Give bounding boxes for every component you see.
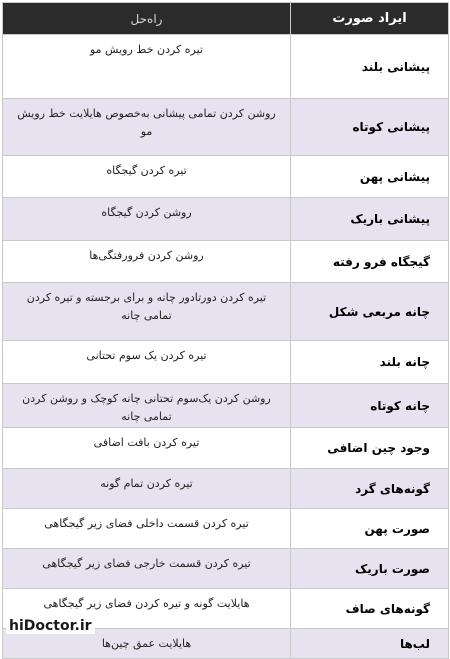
row-feature: پیشانی پهن xyxy=(291,156,449,198)
row-feature: وجود چین اضافی xyxy=(291,428,449,469)
face-correction-table xyxy=(2,2,449,659)
table-row xyxy=(3,509,449,549)
row-feature: پیشانی باریک xyxy=(291,198,449,241)
header-solution: راه‌حل xyxy=(3,3,291,35)
row-solution: تیره کردن یک سوم تحتانی xyxy=(3,341,291,384)
site-watermark: hiDoctor.ir xyxy=(6,618,95,634)
row-feature: گونه‌های صاف xyxy=(291,589,449,629)
row-solution: تیره کردن قسمت خارجی فضای زیر گیجگاهی xyxy=(3,549,291,589)
row-feature: چانه کوتاه xyxy=(291,384,449,428)
table-row xyxy=(3,156,449,198)
row-feature: صورت باریک xyxy=(291,549,449,589)
row-feature: پیشانی بلند xyxy=(291,35,449,99)
table-row xyxy=(3,428,449,469)
row-solution: تیره کردن گیجگاه xyxy=(3,156,291,198)
table-row xyxy=(3,469,449,509)
table-row xyxy=(3,241,449,283)
row-solution: هایلایت گونه و تیره کردن فضای زیر گیجگاهی xyxy=(3,589,291,629)
table-row xyxy=(3,99,449,156)
row-feature: صورت پهن xyxy=(291,509,449,549)
table-row xyxy=(3,549,449,589)
row-solution: روشن کردن یک‌سوم تحتانی چانه کوچک و روشن کردن تمامی چانه xyxy=(3,384,291,428)
row-feature: پیشانی کوتاه xyxy=(291,99,449,156)
row-feature: لب‌ها xyxy=(291,629,449,659)
row-feature: چانه بلند xyxy=(291,341,449,384)
row-solution: روشن کردن فرورفتگی‌ها xyxy=(3,241,291,283)
table-row xyxy=(3,341,449,384)
table-container xyxy=(2,2,448,659)
row-solution: هایلایت عمق چین‌ها xyxy=(3,629,291,659)
table-row xyxy=(3,283,449,341)
row-solution: تیره کردن خط رویش مو xyxy=(3,35,291,99)
row-feature: چانه مربعی شکل xyxy=(291,283,449,341)
row-solution: تیره کردن دورتادور چانه و برای برجسته و تیره کردن تمامی چانه xyxy=(3,283,291,341)
table-row xyxy=(3,198,449,241)
row-feature: گیجگاه فرو رفته xyxy=(291,241,449,283)
row-solution: تیره کردن قسمت داخلی فضای زیر گیجگاهی xyxy=(3,509,291,549)
table-row xyxy=(3,35,449,99)
row-solution: روشن کردن تمامی پیشانی به‌خصوص هایلایت خط رویش مو xyxy=(3,99,291,156)
row-solution: تیره کردن بافت اضافی xyxy=(3,428,291,469)
row-solution: تیره کردن تمام گونه xyxy=(3,469,291,509)
table-header-row xyxy=(3,3,449,35)
table-row xyxy=(3,384,449,428)
header-feature: ایراد صورت xyxy=(291,3,449,35)
row-feature: گونه‌های گرد xyxy=(291,469,449,509)
row-solution: روشن کردن گیجگاه xyxy=(3,198,291,241)
